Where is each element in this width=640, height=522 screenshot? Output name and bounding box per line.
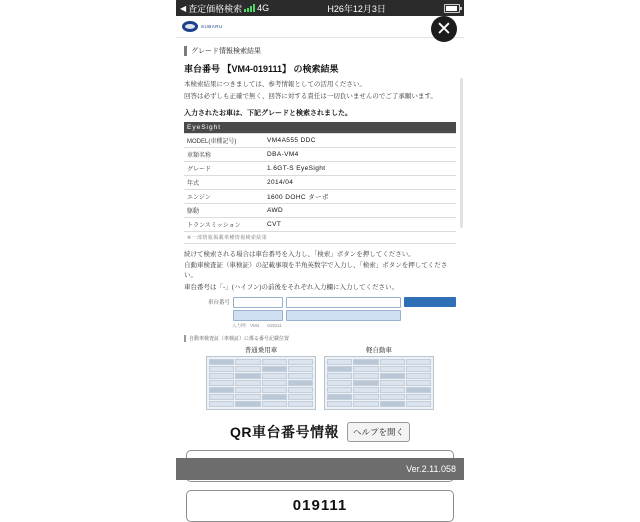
back-arrow-icon[interactable]: ◀	[180, 3, 187, 13]
note-line-2: 回答は必ずしも正確で無く、回答に対する責任は一切負いませんのでご了承願います。	[184, 92, 437, 100]
row-label: エンジン	[187, 194, 211, 201]
subaru-oval-icon	[182, 21, 198, 32]
result-heading: 車台番号 【VM4-019111】 の検索結果	[184, 64, 339, 74]
row-label: 年式	[187, 180, 200, 187]
table-footnote: ※一部情報掲載車種情報検索結果	[187, 234, 268, 241]
row-value: 1.6GT-S EyeSight	[267, 164, 326, 172]
qr-header	[186, 422, 454, 442]
vin-serial-value[interactable]: 019111	[186, 490, 454, 522]
table-row	[184, 189, 456, 203]
status-bar-left	[180, 2, 269, 15]
table-row	[184, 147, 456, 161]
row-value: 2014/04	[267, 178, 294, 186]
thumbs-title: 自動車検査証（車検証）に係る番号記載位置	[184, 335, 456, 342]
row-label: トランスミッション	[187, 222, 241, 229]
row-label: グレード	[187, 166, 212, 173]
table-header-value	[264, 122, 456, 134]
row-value: DBA-VM4	[267, 150, 299, 158]
table-footnote-row	[184, 231, 456, 243]
thumbs-row	[184, 345, 456, 410]
footer-bar	[176, 458, 464, 480]
row-value: VM4A555 DDC	[267, 136, 316, 144]
vin-serial-input[interactable]	[286, 297, 401, 308]
table-row	[184, 161, 456, 175]
vin-hint-left: 入力例：VM4	[232, 322, 260, 328]
status-bar-time: H26年12月3日	[327, 3, 386, 14]
row-value: CVT	[267, 220, 282, 228]
status-bar-right	[444, 4, 460, 13]
phone-viewport	[176, 0, 464, 514]
grade-note: 入力されたお車は、下記グレードと検索されました。	[184, 109, 352, 117]
help-button[interactable]: ヘルプを開く	[347, 422, 410, 442]
left-gutter	[0, 0, 176, 480]
vin-prefix-sample	[233, 310, 283, 321]
close-button[interactable]: ✕	[431, 16, 457, 42]
document-area	[176, 38, 464, 414]
table-row	[184, 175, 456, 189]
thumb-image	[324, 356, 434, 410]
vin-form-label: 車台番号	[207, 300, 230, 306]
carrier-app-label: 査定価格検索	[188, 3, 243, 14]
battery-icon	[444, 4, 460, 13]
row-label: 駆動	[187, 208, 200, 215]
thumb-passenger-car[interactable]	[206, 345, 316, 410]
right-gutter	[464, 0, 640, 480]
table-row	[184, 217, 456, 231]
vin-prefix-input[interactable]	[233, 297, 283, 308]
vin-hint-labels	[184, 323, 456, 329]
network-label: 4G	[257, 3, 270, 13]
continue-text: 続けて検索される場合は車台番号を入力し、「検索」ボタンを押してください。	[184, 250, 415, 258]
status-bar	[176, 0, 464, 16]
app-header	[176, 16, 464, 38]
thumb-kei-car[interactable]	[324, 345, 434, 410]
brand-label: SUBARU	[201, 24, 223, 29]
vin-input-row	[184, 297, 456, 308]
table-row	[184, 203, 456, 217]
rule-line-2: 車台番号は「-」(ハイフン)の前後をそれぞれ入力欄に入力してください。	[184, 283, 399, 291]
vin-search-button[interactable]	[404, 297, 456, 307]
thumb-caption: 普通乗用車	[244, 346, 278, 354]
vin-hint-row	[184, 310, 456, 321]
row-label: MODEL(車種記号)	[187, 138, 237, 145]
vin-hint-right: 019111	[267, 322, 282, 328]
grade-table	[184, 122, 456, 244]
section-label: グレード情報検索結果	[184, 46, 456, 56]
row-value: 1600 DOHC ターボ	[267, 193, 329, 201]
table-header-label: EyeSight	[184, 122, 264, 134]
table-header-row	[184, 122, 456, 134]
table-row	[184, 133, 456, 147]
version-label: Ver.2.11.058	[406, 464, 456, 474]
thumb-image	[206, 356, 316, 410]
qr-title: QR車台番号情報	[229, 423, 339, 440]
signal-icon	[244, 4, 255, 12]
thumb-caption: 軽自動車	[366, 346, 392, 354]
vin-serial-sample	[286, 310, 401, 321]
vin-search-form	[184, 297, 456, 329]
row-value: AWD	[267, 206, 284, 214]
row-label: 車類名称	[187, 152, 212, 159]
note-line-1: 本検索結果につきましては、参考情報としての活用ください。	[184, 81, 366, 88]
subaru-logo	[182, 21, 223, 32]
scrollbar[interactable]	[460, 78, 463, 228]
rule-line-1: 自動車検査証（車検証）の記載事項を半角英数字で入力し、「検索」ボタンを押してください。	[184, 262, 448, 279]
